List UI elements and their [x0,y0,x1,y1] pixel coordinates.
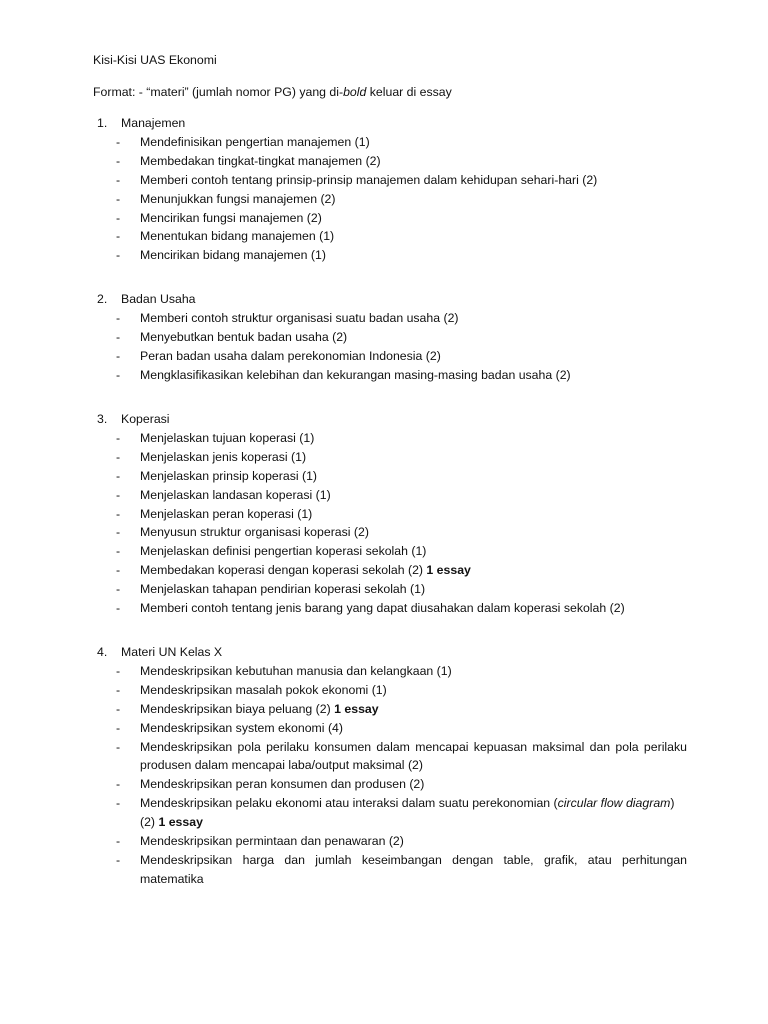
item-text-part: Mendeskripsikan kebutuhan manusia dan kelangkaan (1) [140,663,452,678]
list-item [97,700,687,719]
item-text-part: Mengklasifikasikan kelebihan dan kekurangan masing-masing badan usaha (2) [140,367,571,382]
essay-marker: 1 essay [334,701,379,716]
item-text-part: Mendeskripsikan peran konsumen dan produsen (2) [140,777,425,792]
item-text [140,133,687,152]
item-text [140,227,687,246]
item-text [140,580,687,599]
dash-bullet: - [116,172,121,187]
section-materi-un [97,643,687,889]
dash-bullet: - [116,329,121,344]
item-text [140,523,687,542]
section-number: 2. [97,292,108,306]
item-text-part: Mendeskripsikan permintaan dan penawaran (2) [140,834,404,849]
dash-bullet: - [116,852,121,867]
section-number: 4. [97,645,108,659]
dash-bullet: - [116,191,121,206]
section-title: Badan Usaha [121,292,196,306]
item-text [140,171,687,190]
item-text-part: Memberi contoh struktur organisasi suatu badan usaha (2) [140,310,459,325]
dash-bullet: - [116,449,121,464]
dash-bullet: - [116,487,121,502]
format-emphasis: bold [343,85,367,99]
item-text-part: ) (2) [140,796,675,830]
item-text-part: Menjelaskan tahapan pendirian koperasi sekolah (1) [140,582,426,597]
list-item [97,152,687,171]
dash-bullet: - [116,563,121,578]
item-text-part: Menentukan bidang manajemen (1) [140,229,335,244]
section-number: 3. [97,412,108,426]
item-text [140,328,687,347]
item-text [140,832,687,851]
list-item [97,467,687,486]
item-text-part: Menyebutkan bentuk badan usaha (2) [140,329,348,344]
list-item [97,523,687,542]
item-text [140,681,687,700]
item-text-part: Mendefinisikan pengertian manajemen (1) [140,134,370,149]
list-item [97,561,687,580]
list-item [97,832,687,851]
dash-bullet: - [116,834,121,849]
item-text [140,429,687,448]
section-title: Manajemen [121,116,186,130]
item-text-part: Menyusun struktur organisasi koperasi (2) [140,525,369,540]
dash-bullet: - [116,582,121,597]
document-title: Kisi-Kisi UAS Ekonomi [93,53,217,67]
list-item [97,599,687,618]
item-text-part: Mendeskripsikan masalah pokok ekonomi (1) [140,682,387,697]
item-text-part: Membedakan koperasi dengan koperasi sekolah (2) [140,563,427,578]
item-text-part: Menjelaskan jenis koperasi (1) [140,449,307,464]
item-text [140,851,687,889]
list-item [97,542,687,561]
item-text [140,347,687,366]
format-note [93,83,452,102]
section-heading [97,290,687,309]
item-text [140,246,687,265]
item-text [140,662,687,681]
item-text-part: Menjelaskan landasan koperasi (1) [140,487,331,502]
list-item [97,328,687,347]
item-list [97,309,687,385]
dash-bullet: - [116,796,121,811]
dash-bullet: - [116,525,121,540]
item-text [140,599,687,618]
item-text [140,719,687,738]
item-text-part: Memberi contoh tentang jenis barang yang dapat diusahakan dalam koperasi sekolah (2) [140,601,625,616]
list-item [97,580,687,599]
dash-bullet: - [116,682,121,697]
list-item [97,851,687,889]
section-heading [97,114,687,133]
list-item [97,246,687,265]
list-item [97,775,687,794]
format-suffix: keluar di essay [366,85,452,99]
dash-bullet: - [116,601,121,616]
item-text [140,561,687,580]
item-text [140,366,687,385]
item-text-part: Menjelaskan prinsip koperasi (1) [140,468,318,483]
item-emphasis: circular flow diagram [557,796,671,811]
item-text-part: Mendeskripsikan pelaku ekonomi atau interaksi dalam suatu perekonomian ( [140,796,558,811]
item-text-part: Peran badan usaha dalam perekonomian Indonesia (2) [140,348,441,363]
list-item [97,347,687,366]
section-heading [97,643,687,662]
section-manajemen [97,114,687,265]
item-text [140,448,687,467]
dash-bullet: - [116,229,121,244]
section-title: Koperasi [121,412,170,426]
dash-bullet: - [116,777,121,792]
dash-bullet: - [116,134,121,149]
list-item [97,209,687,228]
item-text [140,467,687,486]
section-badan-usaha [97,290,687,385]
list-item [97,133,687,152]
dash-bullet: - [116,468,121,483]
item-text [140,700,687,719]
list-item [97,309,687,328]
item-text-part: Menunjukkan fungsi manajemen (2) [140,191,336,206]
item-text-part: Mencirikan fungsi manajemen (2) [140,210,322,225]
item-text [140,486,687,505]
item-list [97,429,687,618]
list-item [97,448,687,467]
item-text [140,309,687,328]
list-item [97,190,687,209]
item-text [140,542,687,561]
item-text [140,190,687,209]
list-item [97,366,687,385]
item-text-part: Membedakan tingkat-tingkat manajemen (2) [140,153,381,168]
dash-bullet: - [116,248,121,263]
item-text [140,209,687,228]
item-text [140,152,687,171]
format-prefix: Format: - “materi” (jumlah nomor PG) yang di- [93,85,344,99]
item-text-part: Memberi contoh tentang prinsip-prinsip manajemen dalam kehidupan sehari-hari (2) [140,172,598,187]
item-text-part: Menjelaskan definisi pengertian koperasi sekolah (1) [140,544,427,559]
list-item [97,171,687,190]
dash-bullet: - [116,701,121,716]
dash-bullet: - [116,720,121,735]
item-text-part: Mendeskripsikan system ekonomi (4) [140,720,343,735]
dash-bullet: - [116,430,121,445]
dash-bullet: - [116,663,121,678]
item-list [97,133,687,265]
list-item [97,505,687,524]
dash-bullet: - [116,367,121,382]
list-item [97,486,687,505]
list-item [97,794,687,832]
item-text [140,738,687,776]
section-koperasi [97,410,687,618]
list-item [97,227,687,246]
item-text-part: Mendeskripsikan harga dan jumlah keseimbangan dengan table, grafik, atau perhitungan matematika [140,852,687,886]
dash-bullet: - [116,310,121,325]
item-text [140,794,687,832]
list-item [97,719,687,738]
section-title: Materi UN Kelas X [121,645,223,659]
list-item [97,738,687,776]
list-item [97,681,687,700]
item-text-part: Menjelaskan peran koperasi (1) [140,506,313,521]
dash-bullet: - [116,739,121,754]
essay-marker: 1 essay [158,815,203,830]
dash-bullet: - [116,544,121,559]
dash-bullet: - [116,153,121,168]
dash-bullet: - [116,210,121,225]
list-item [97,662,687,681]
item-text-part: Menjelaskan tujuan koperasi (1) [140,430,315,445]
dash-bullet: - [116,348,121,363]
essay-marker: 1 essay [426,563,471,578]
section-number: 1. [97,116,108,130]
list-item [97,429,687,448]
section-heading [97,410,687,429]
item-text-part: Mendeskripsikan pola perilaku konsumen dalam mencapai kepuasan maksimal dan pola perilaku produsen dalam mencapai laba/output maksimal (2) [140,739,687,773]
item-list [97,662,687,889]
item-text [140,775,687,794]
item-text-part: Mencirikan bidang manajemen (1) [140,248,326,263]
item-text-part: Mendeskripsikan biaya peluang (2) [140,701,335,716]
item-text [140,505,687,524]
dash-bullet: - [116,506,121,521]
